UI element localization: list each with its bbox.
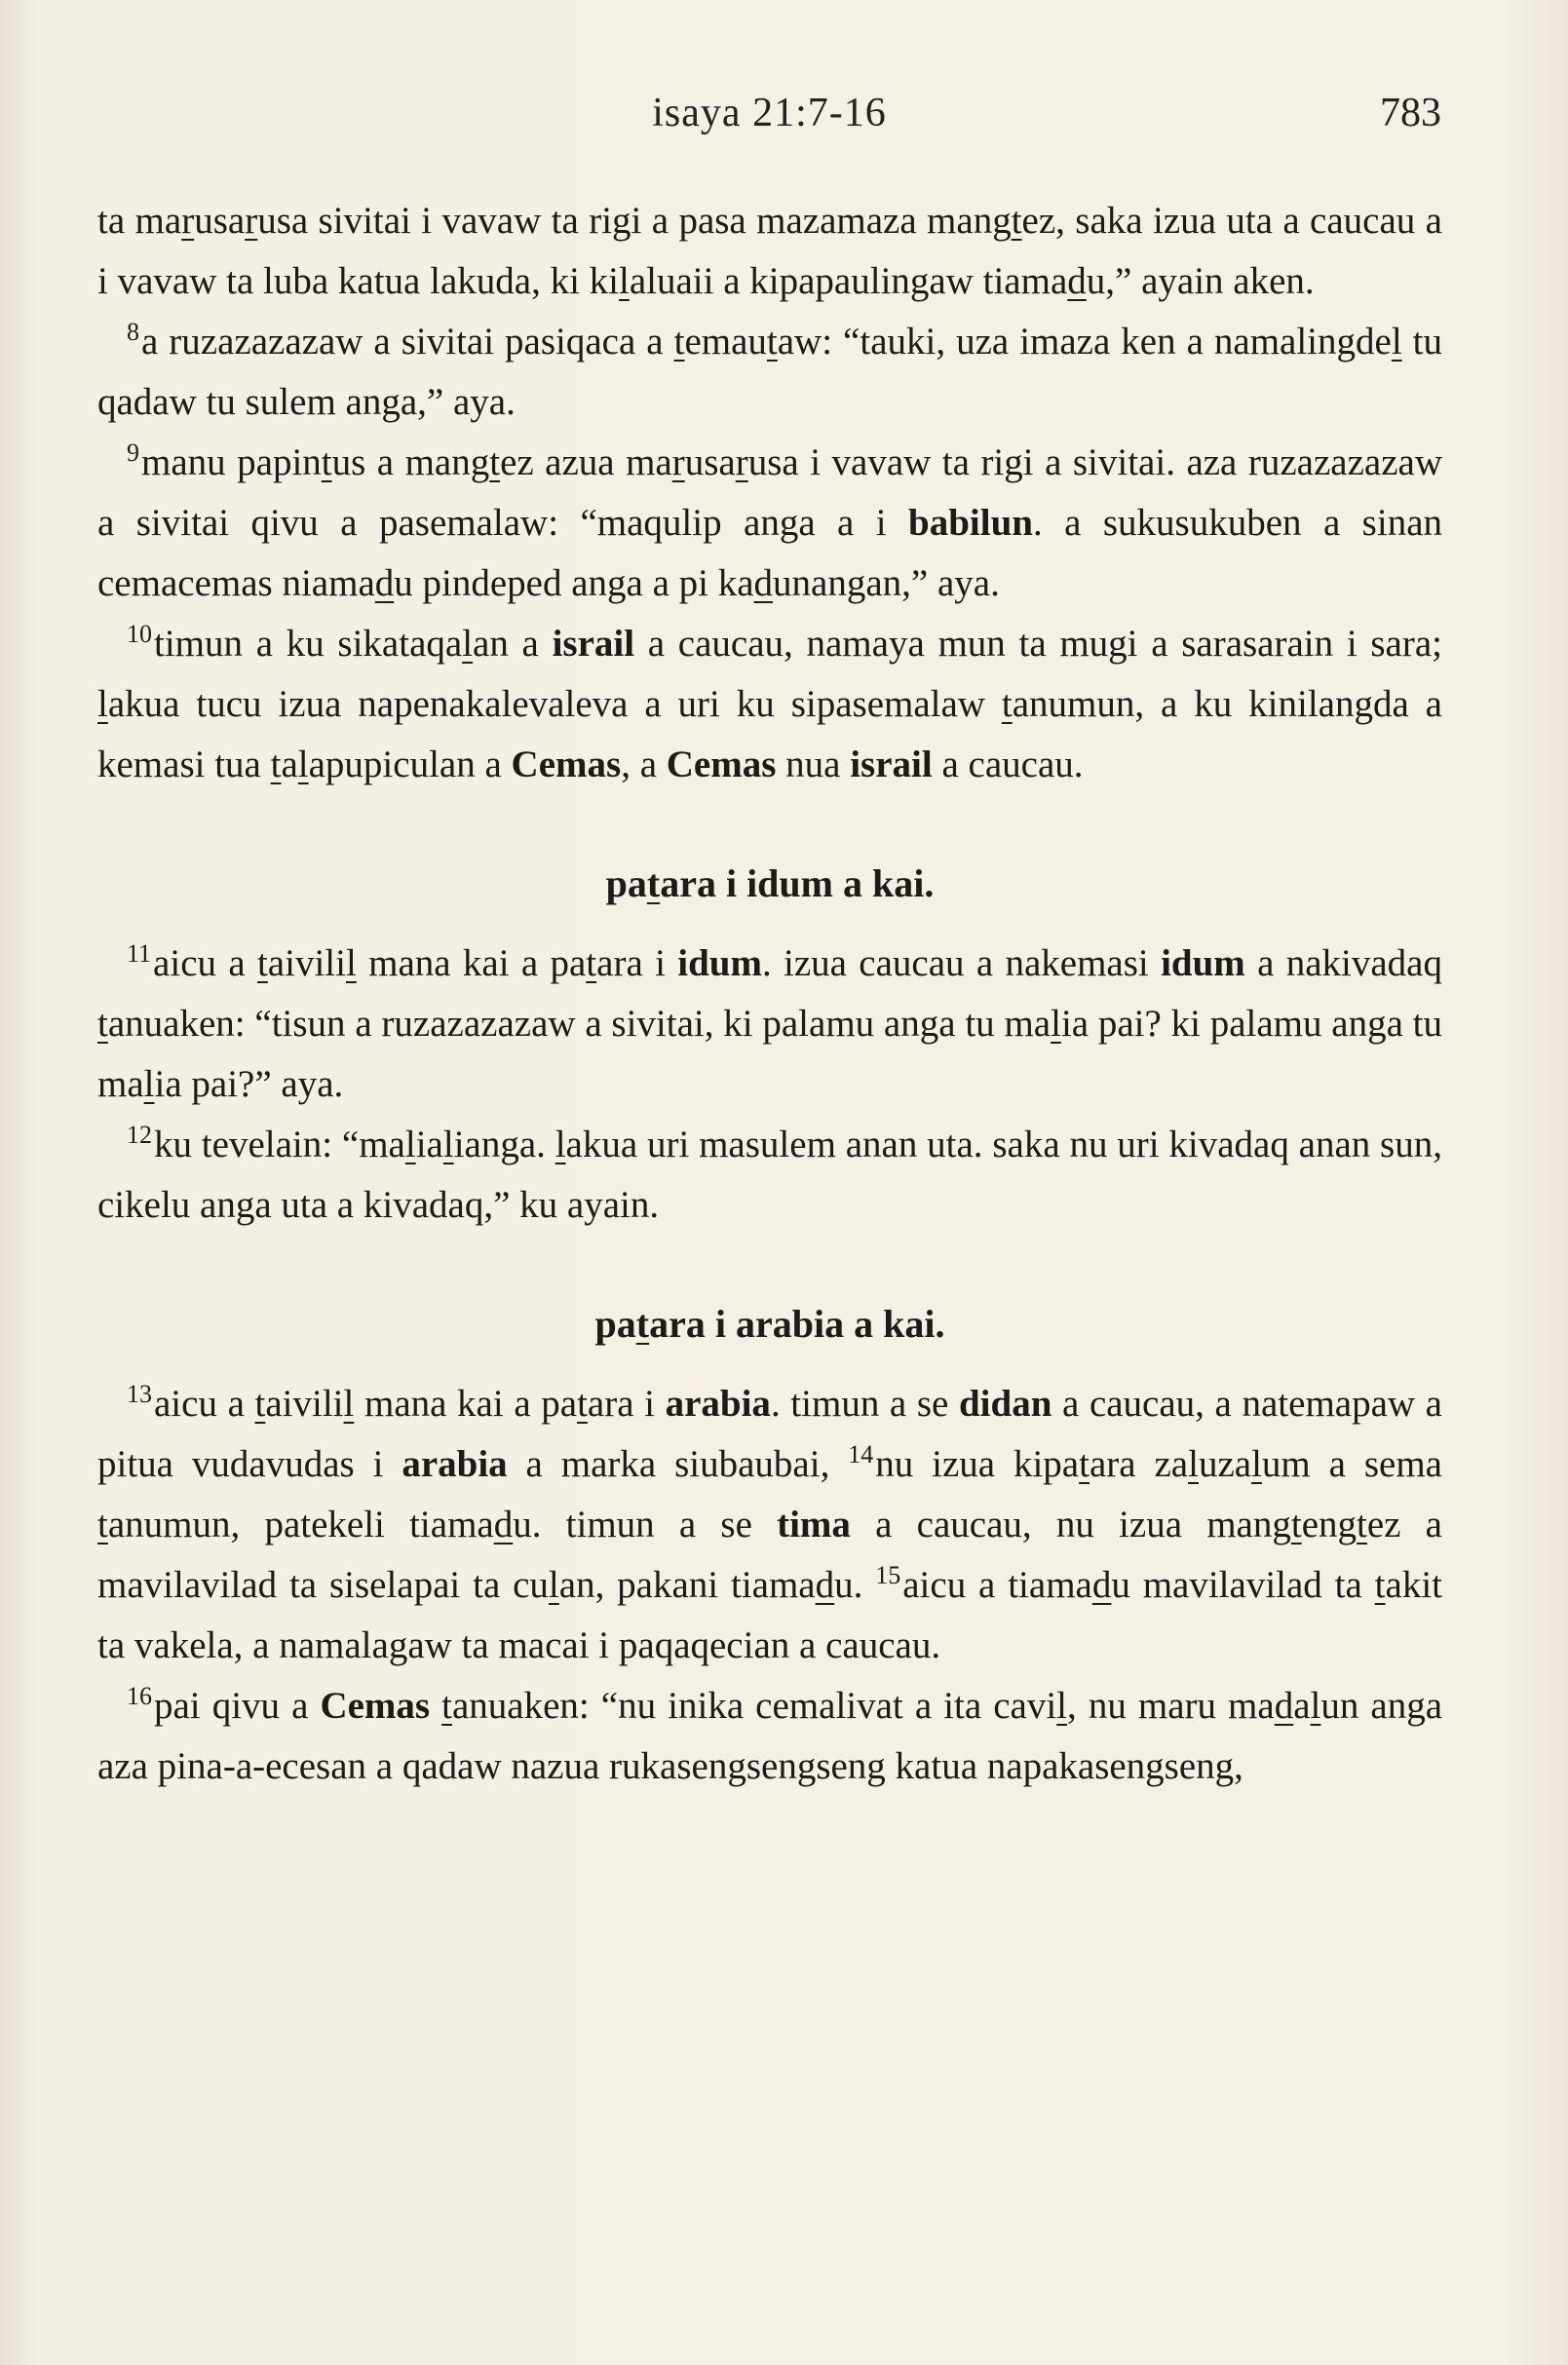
verse-9 bbox=[97, 433, 1442, 614]
verse-text: manu papintus a mangtez azua marusarusa i vavaw ta rigi a sivitai. aza ruzazazazaw a sivitai qivu a pasemalaw: “maqulip anga a i babilun. a sukusukuben a sinan cemacemas niamadu pindeped anga a pi kadunangan,” aya. bbox=[97, 441, 1442, 604]
verse-number: 12 bbox=[127, 1121, 152, 1149]
verse-12 bbox=[97, 1115, 1442, 1236]
verse-13 bbox=[97, 1374, 1442, 1676]
verse-text: pai qivu a Cemas tanuaken: “nu inika cemalivat a ita cavil, nu maru madalun anga aza pina-a-ecesan a qadaw nazua rukasengsengseng katua napakasengseng, bbox=[97, 1685, 1443, 1787]
paragraph: ta marusarusa sivitai i vavaw ta rigi a pasa mazamaza mangtez, saka izua uta a caucau a i vavaw ta luba katua lakuda, ki kilaluaii a kipapaulingaw tiamadu,” ayain aken. bbox=[97, 200, 1442, 302]
verse-16 bbox=[97, 1676, 1442, 1797]
verse-text: aicu a taivilil mana kai a patara i idum. izua caucau a nakemasi idum a nakivadaq tanuaken: “tisun a ruzazazazaw a sivitai, ki palamu anga tu malia pai? ki palamu anga tu malia pai?” aya. bbox=[97, 942, 1443, 1105]
verse-10 bbox=[97, 614, 1442, 795]
running-head: isaya 21:7-16 bbox=[652, 91, 887, 135]
verse-text: timun a ku sikataqalan a israil a caucau, namaya mun ta mugi a sarasarain i sara; lakua tucu izua napenakalevaleva a uri ku sipasemalaw tanumun, a ku kinilangda a kemasi tua talapupiculan a Cemas, a Cemas nua israil a caucau. bbox=[97, 623, 1442, 785]
page-number: 783 bbox=[1380, 91, 1441, 135]
verse-text: ku tevelain: “malialianga. lakua uri masulem anan uta. saka nu uri kivadaq anan sun, cikelu anga uta a kivadaq,” ku ayain. bbox=[97, 1124, 1442, 1226]
verse-number: 8 bbox=[127, 318, 139, 346]
verse-number: 9 bbox=[127, 439, 139, 467]
section-heading: patara i idum a kai. bbox=[605, 861, 935, 905]
page-header bbox=[97, 90, 1441, 148]
verse-number: 10 bbox=[127, 620, 152, 648]
section-heading: patara i arabia a kai. bbox=[594, 1302, 945, 1346]
verse-8 bbox=[97, 312, 1442, 433]
verse-number: 16 bbox=[127, 1682, 152, 1710]
verse-text: aicu a taivilil mana kai a patara i arabia. timun a se didan a caucau, a natemapaw a pitua vudavudas i arabia a marka siubaubai, $^{14}$nu izua kipatara zaluzalum a sema tanumun, patekeli tiamadu. timun a se tima a caucau, nu izua mangtengtez a mavilavilad ta siselapai ta culan, pakani tiamadu. $^{15}$aicu a tiamadu mavilavilad ta takit ta vakela, a namalagaw ta macai i paqaqecian a caucau. bbox=[97, 1383, 1442, 1666]
verse-number: 13 bbox=[127, 1380, 152, 1408]
verse-number: 11 bbox=[127, 939, 152, 968]
verse-text: a ruzazazazaw a sivitai pasiqaca a temautaw: “tauki, uza imaza ken a namalingdel tu qadaw tu sulem anga,” aya. bbox=[97, 321, 1442, 423]
verse-11 bbox=[97, 934, 1442, 1115]
page-body bbox=[97, 191, 1442, 1797]
